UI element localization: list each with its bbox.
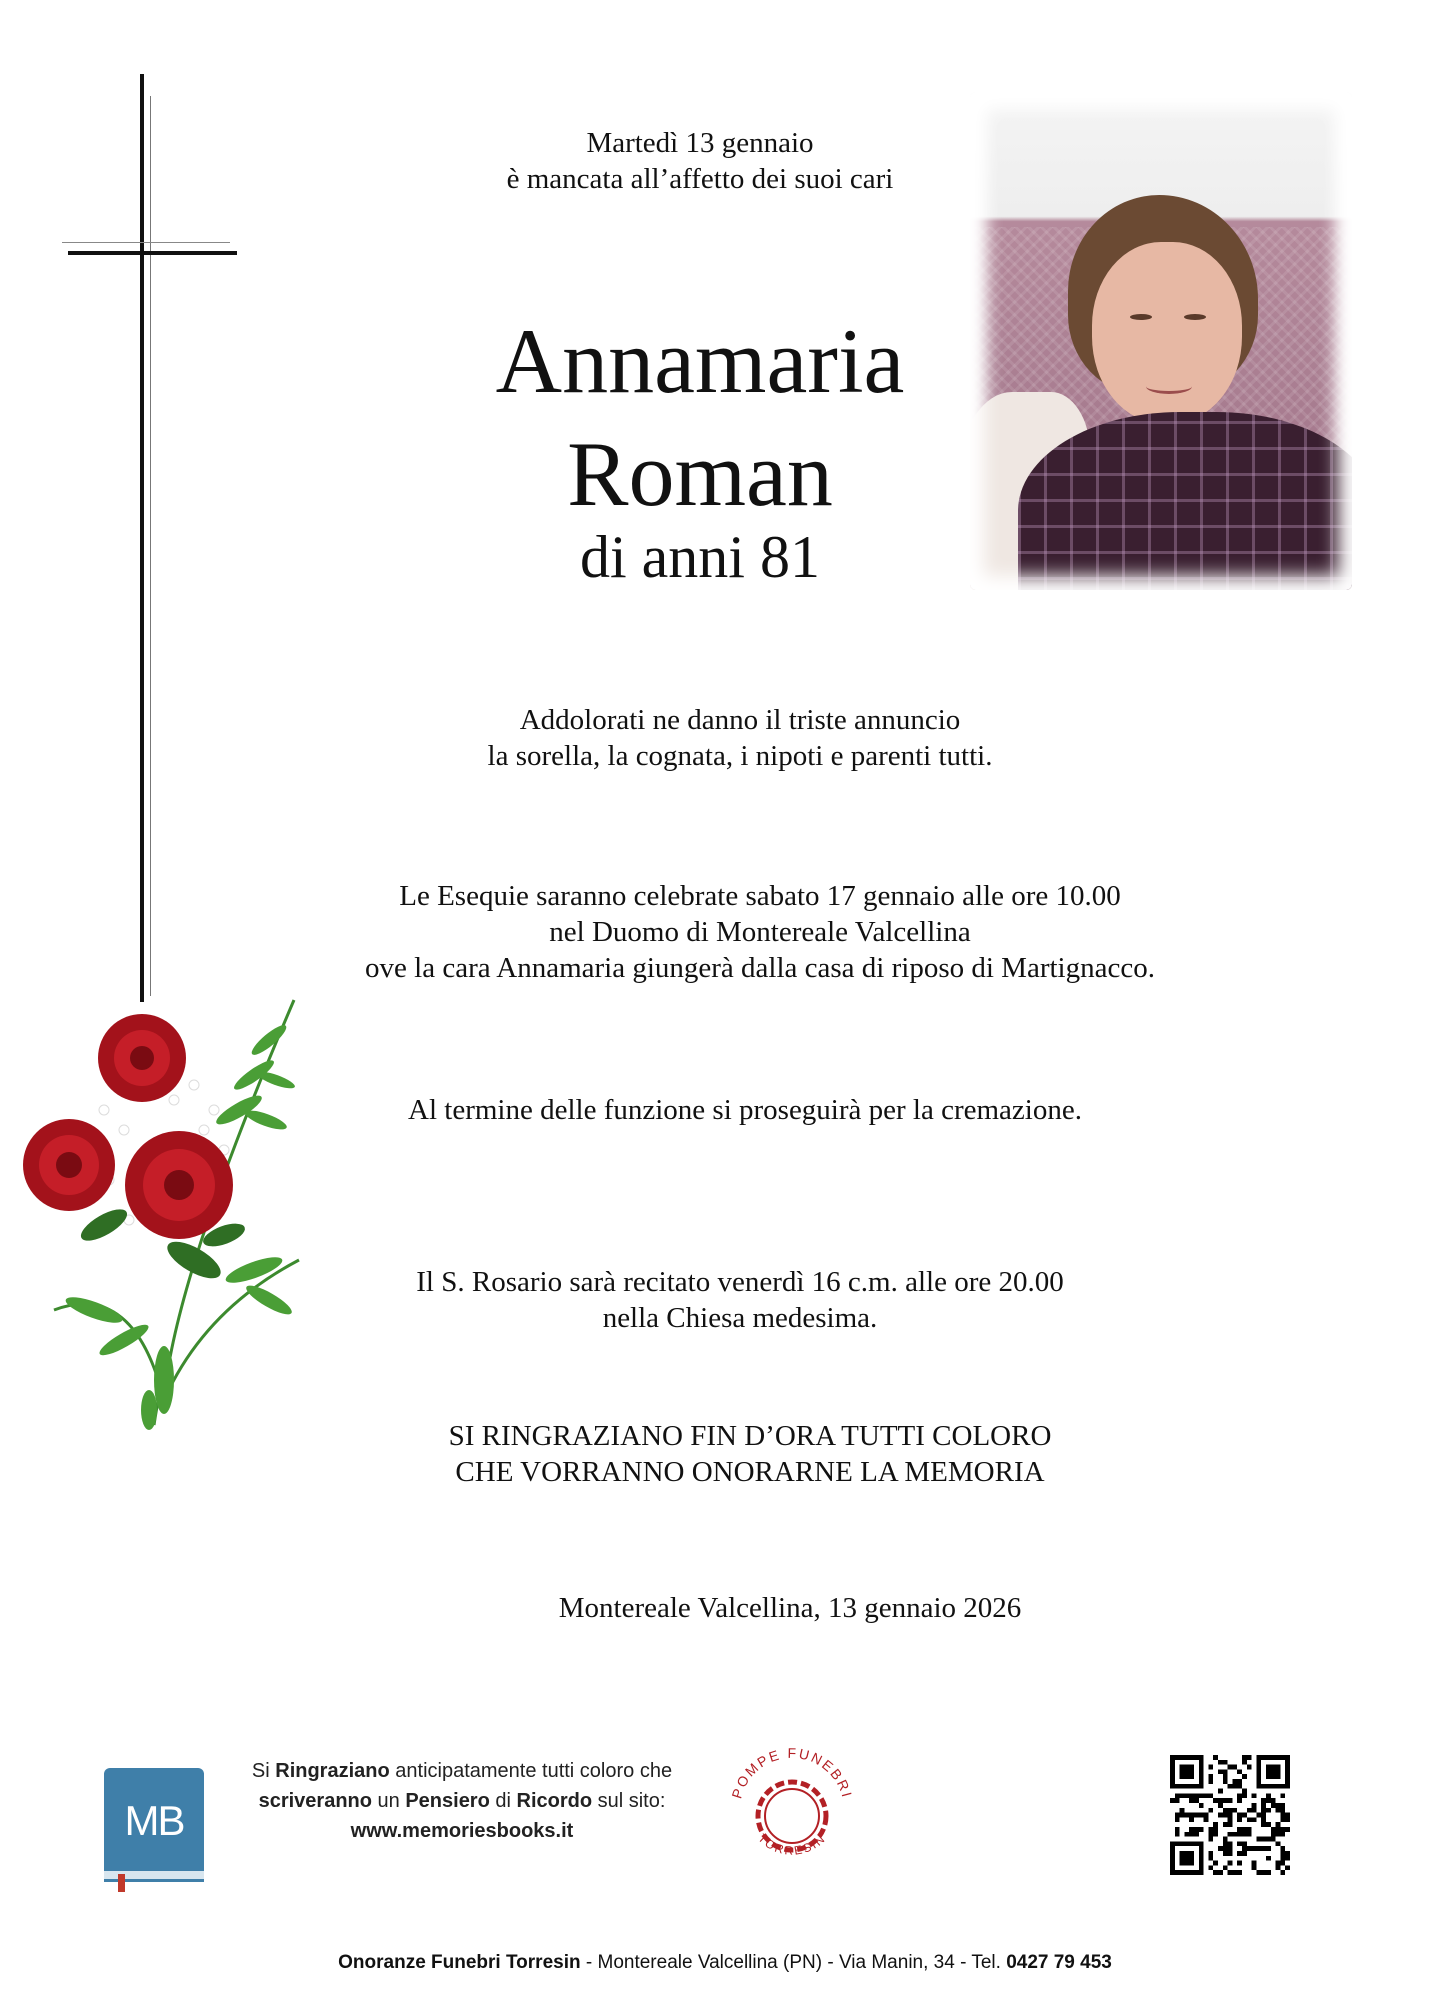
last-name: Roman [567, 423, 833, 525]
left-eye [1130, 314, 1152, 320]
rosary-line-2: nella Chiesa medesima. [602, 1302, 878, 1334]
funeral-service-text [260, 878, 1260, 986]
pompe-logo-bottom-text: TORRESIN [755, 1831, 829, 1858]
cross-vertical-bar [140, 74, 144, 1002]
announcement-line-1: Addolorati ne danno il triste annuncio [519, 704, 961, 736]
cremation-line-1: Al termine delle funzione si proseguirà per la cremazione. [408, 1094, 1082, 1126]
announcement-line-2: la sorella, la cognata, i nipoti e parenti tutti. [487, 740, 993, 772]
deceased-name [390, 305, 1010, 531]
memoriesbooks-link[interactable]: www.memoriesbooks.it [350, 1820, 574, 1842]
memoriesbooks-logo [104, 1768, 204, 1874]
funeral-line-2: nel Duomo di Montereale Valcellina [549, 916, 971, 948]
face [1092, 242, 1242, 424]
header-block [420, 125, 980, 197]
footer-message [212, 1756, 712, 1846]
bookmark-ribbon [118, 1874, 125, 1892]
msg-text-pensiero: Pensiero [405, 1790, 490, 1812]
msg-text-ringraziano: Ringraziano [275, 1760, 390, 1782]
mb-logo-text: MB [124, 1797, 184, 1844]
jacket [1018, 412, 1352, 590]
msg-text-anticipatamente: anticipatamente tutti coloro che [389, 1760, 673, 1782]
msg-text-un: un [371, 1790, 406, 1812]
place-date: Montereale Valcellina, 13 gennaio 2026 [558, 1592, 1022, 1624]
rosary-line-1: Il S. Rosario sarà recitato venerdì 16 c.m. alle ore 20.00 [416, 1266, 1064, 1298]
funeral-line-1: Le Esequie saranno celebrate sabato 17 gennaio alle ore 10.00 [399, 880, 1121, 912]
company-address: - Montereale Valcellina (PN) - Via Manin, 34 - Tel. [580, 1952, 1007, 1973]
mouth [1146, 379, 1192, 394]
right-eye [1184, 314, 1206, 320]
cross-horizontal-bar [68, 251, 237, 255]
announcement-text [360, 702, 1120, 774]
thanks-line-1: SI RINGRAZIANO FIN D’ORA TUTTI COLORO [448, 1420, 1052, 1452]
msg-text-di: di [489, 1790, 517, 1812]
first-name: Annamaria [495, 310, 905, 412]
passing-line: è mancata all’affetto dei suoi cari [506, 163, 894, 195]
cross-horizontal-shadow [62, 242, 230, 243]
pompe-funebri-torresin-logo [722, 1740, 862, 1880]
company-info-line [200, 1950, 1250, 1976]
rosary-text [300, 1264, 1180, 1336]
msg-text-si: Si [251, 1760, 276, 1782]
cremation-text [290, 1092, 1200, 1128]
msg-text-ricordo: Ricordo [516, 1790, 593, 1812]
rose-bouquet-image [14, 980, 314, 1430]
msg-text-scriveranno: scriveranno [258, 1790, 372, 1812]
cross-vertical-shadow [150, 96, 151, 996]
msg-text-sul-sito: sul sito: [592, 1790, 666, 1812]
age-line: di anni 81 [580, 524, 820, 590]
pompe-logo-top-text: POMPE FUNEBRI [728, 1744, 856, 1801]
company-name: Onoranze Funebri Torresin [338, 1952, 581, 1973]
footer-message-line-1 [212, 1756, 712, 1786]
company-phone: 0427 79 453 [1006, 1952, 1112, 1973]
funeral-line-3: ove la cara Annamaria giungerà dalla casa di riposo di Martignacco. [365, 952, 1155, 984]
footer-message-line-2 [212, 1786, 712, 1816]
portrait-photo [970, 92, 1352, 590]
thanks-line-2: CHE VORRANNO ONORARNE LA MEMORIA [455, 1456, 1045, 1488]
date-line: Martedì 13 gennaio [586, 127, 814, 159]
footer-message-line-3 [212, 1816, 712, 1846]
thanks-text [330, 1418, 1170, 1490]
qr-code[interactable] [1170, 1755, 1290, 1875]
